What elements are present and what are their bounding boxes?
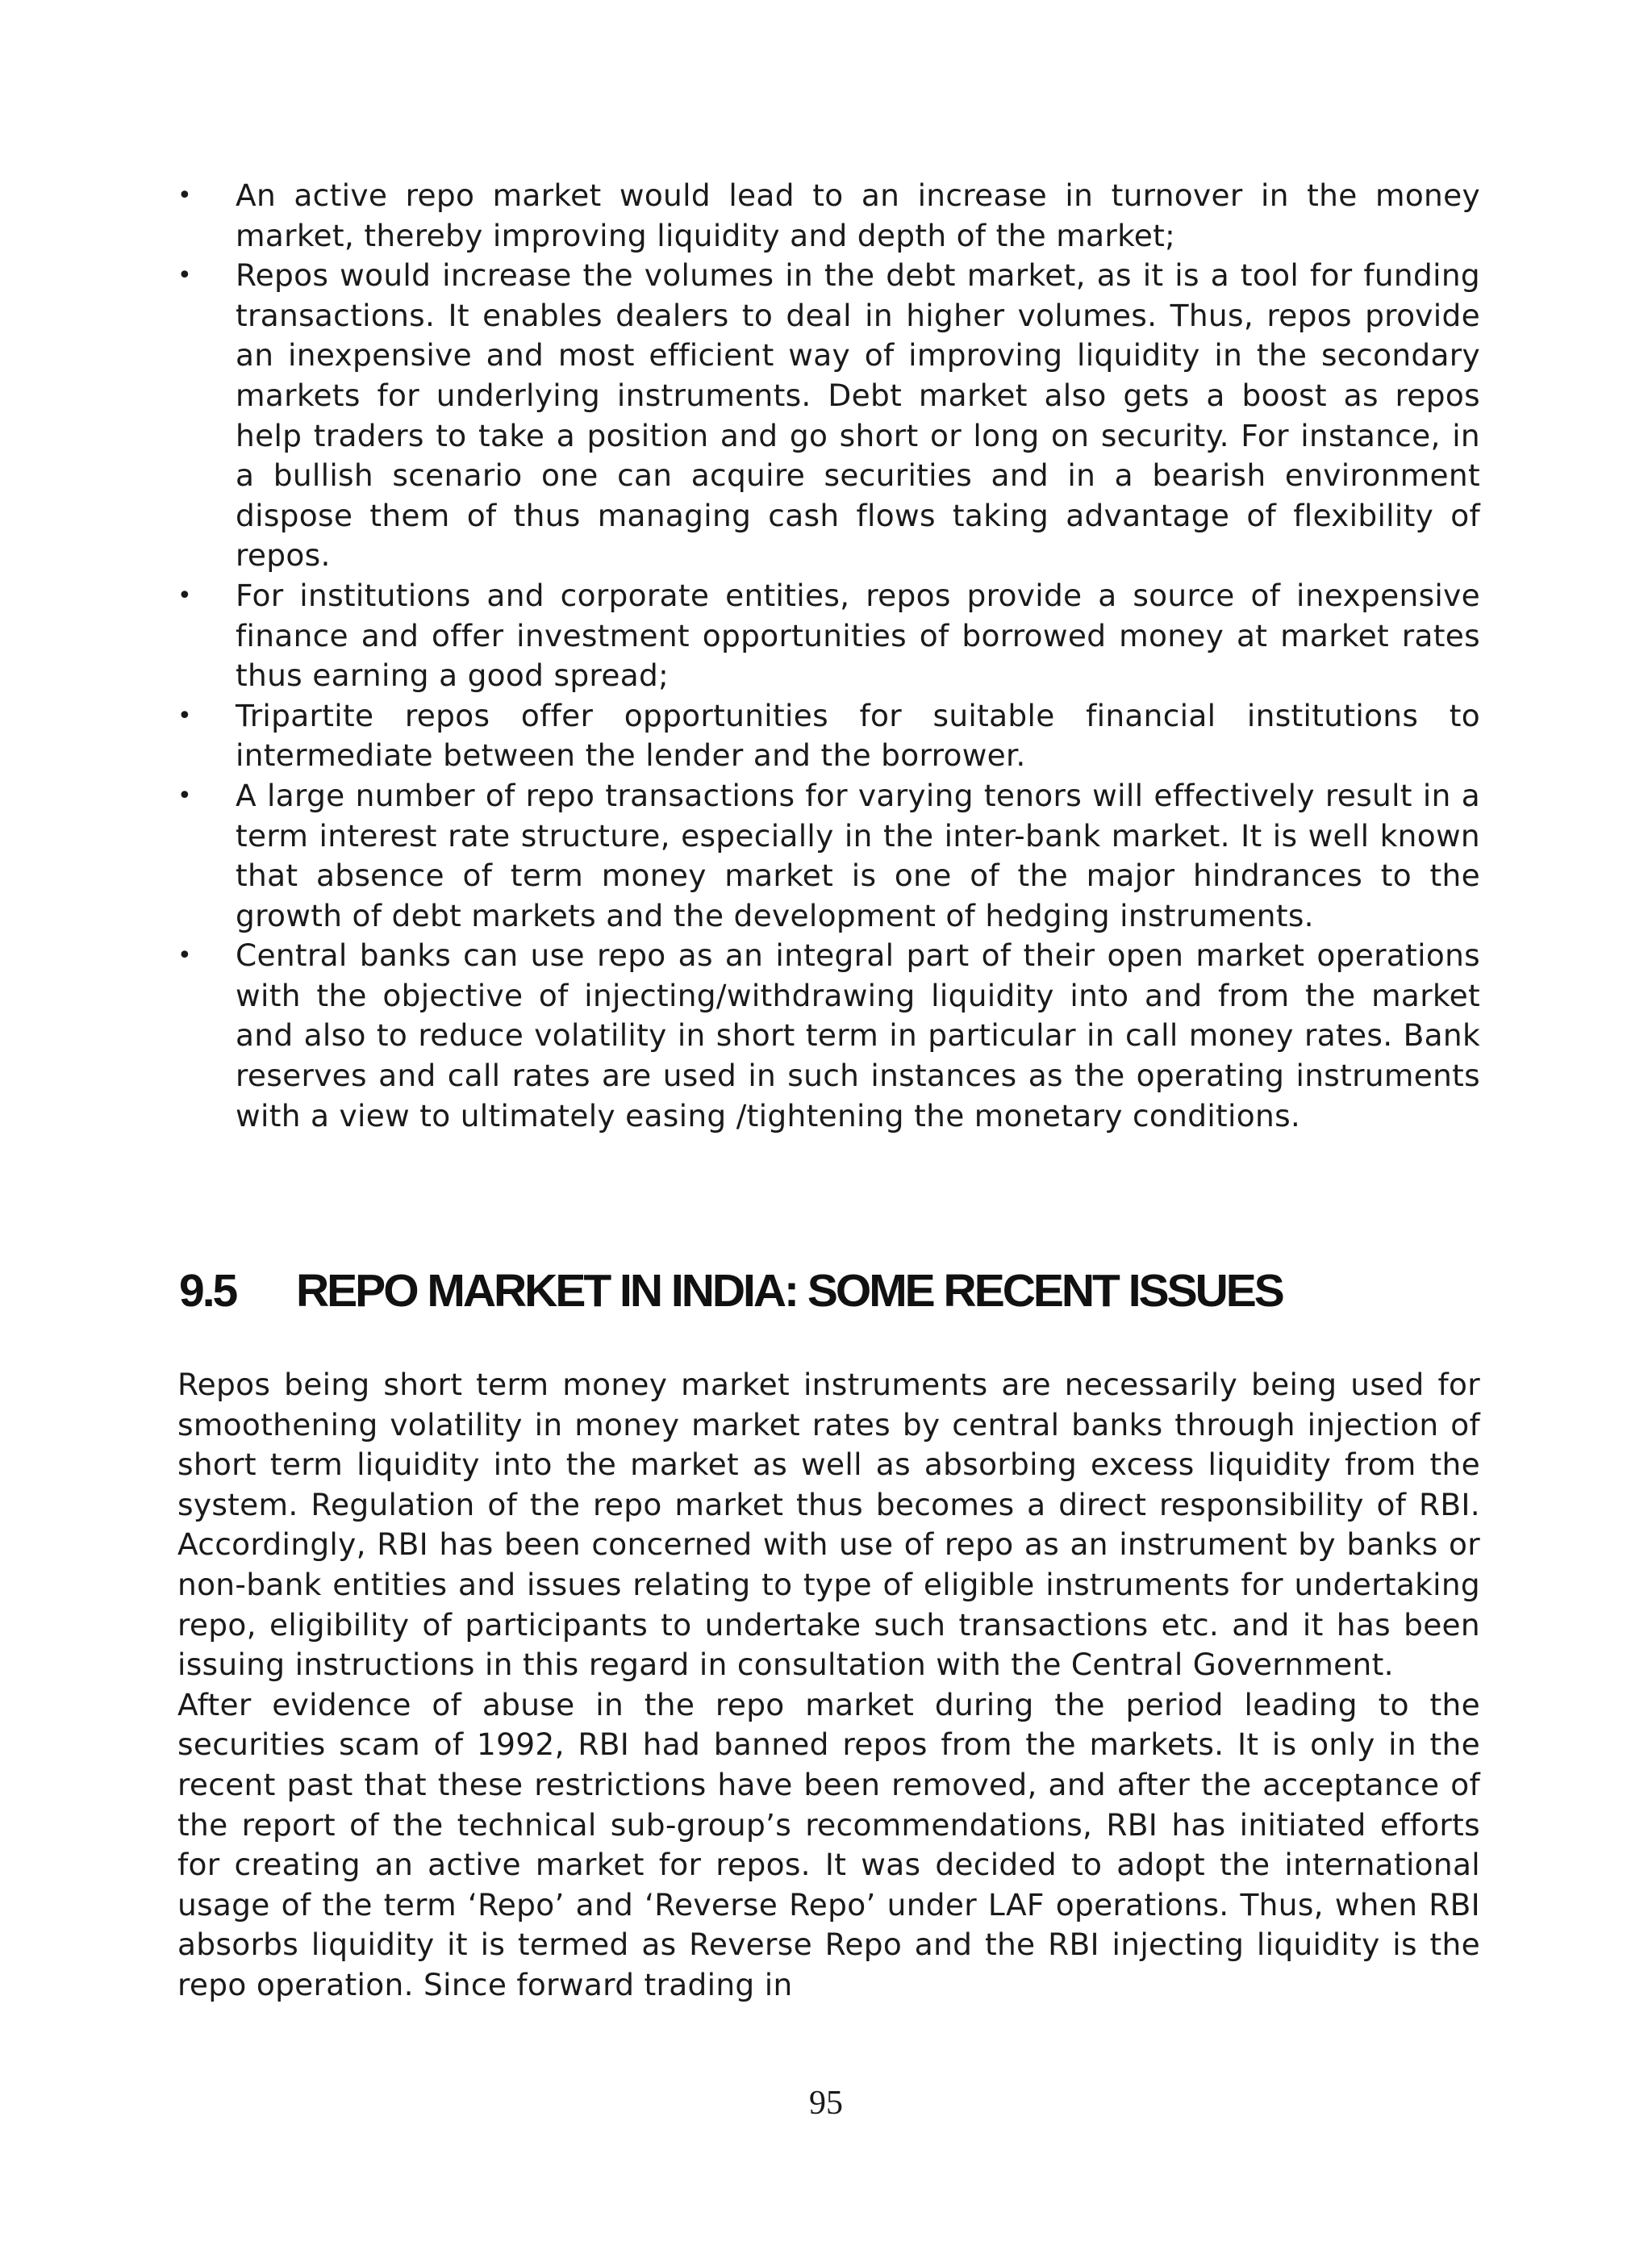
bullet-item: [177, 576, 1480, 696]
bullet-text: Repos would increase the volumes in the debt market, as it is a tool for funding transactions. It enables dealers to deal in higher volumes. Thus, repos provide an inexpensive and most efficient way of improving liquidity in the secondary markets for underlying instruments. Debt market also gets a boost as repos help traders to take a position and go short or long on security. For instance, in a bullish scenario one can acquire securities and in a bearish environment dispose them of thus managing cash flows taking advantage of flexibility of repos.: [236, 257, 1480, 574]
benefits-bullet-list: [177, 176, 1480, 1136]
bullet-icon: •: [177, 182, 192, 210]
bullet-item: [177, 256, 1480, 576]
bullet-item: [177, 936, 1480, 1136]
page-number: 95: [809, 2085, 843, 2122]
body-paragraph: Repos being short term money market instruments are necessarily being used for smoothening volatility in money market rates by central banks through injection of short term liquidity into the market as well as absorbing excess liquidity from the system. Regulation of the repo market thus becomes a direct responsibility of RBI. Accordingly, RBI has been concerned with use of repo as an instrument by banks or non-bank entities and issues relating to type of eligible instruments for undertaking repo, eligibility of participants to undertake such transactions etc. and it has been issuing instructions in this regard in consultation with the Central Government.: [177, 1367, 1480, 1683]
bullet-text: An active repo market would lead to an increase in turnover in the money market, thereby improving liquidity and depth of the market;: [236, 177, 1480, 253]
body-paragraph: After evidence of abuse in the repo market during the period leading to the securities scam of 1992, RBI had banned repos from the markets. It is only in the recent past that these restrictions have been removed, and after the acceptance of the report of the technical sub-group’s recommendations, RBI has initiated efforts for creating an active market for repos. It was decided to adopt the international usage of the term ‘Repo’ and ‘Reverse Repo’ under LAF operations. Thus, when RBI absorbs liquidity it is termed as Reverse Repo and the RBI injecting liquidity is the repo operation. Since forward trading in: [177, 1686, 1480, 2002]
bullet-text: Tripartite repos offer opportunities for suitable financial institutions to intermediate between the lender and the borrower.: [236, 697, 1480, 774]
bullet-text: Central banks can use repo as an integral part of their open market operations with the objective of injecting/withdrawing liquidity into and from the market and also to reduce volatility in short term in particular in call money rates. Bank reserves and call rates are used in such instances as the operating instruments with a view to ultimately easing /tightening the monetary conditions.: [236, 937, 1480, 1134]
bullet-icon: •: [177, 941, 192, 971]
section-number: 9.5: [179, 1265, 236, 1317]
bullet-icon: •: [177, 261, 192, 290]
section-heading: [179, 1255, 1283, 1327]
section-title: REPO MARKET IN INDIA: SOME RECENT ISSUES: [296, 1265, 1283, 1317]
bullet-icon: •: [177, 781, 192, 810]
bullet-item: [177, 776, 1480, 936]
bullet-icon: •: [177, 581, 192, 610]
section-body: [177, 1365, 1480, 2006]
bullet-icon: •: [177, 701, 192, 730]
bullet-text: For institutions and corporate entities, repos provide a source of inexpensive finance and offer investment opportunities of borrowed money at market rates thus earning a good spread;: [236, 577, 1480, 694]
bullet-text: A large number of repo transactions for varying tenors will effectively result in a term interest rate structure, especially in the inter-bank market. It is well known that absence of term money market is one of the major hindrances to the growth of debt markets and the development of hedging instruments.: [236, 777, 1480, 933]
bullet-item: [177, 176, 1480, 256]
bullet-item: [177, 696, 1480, 776]
